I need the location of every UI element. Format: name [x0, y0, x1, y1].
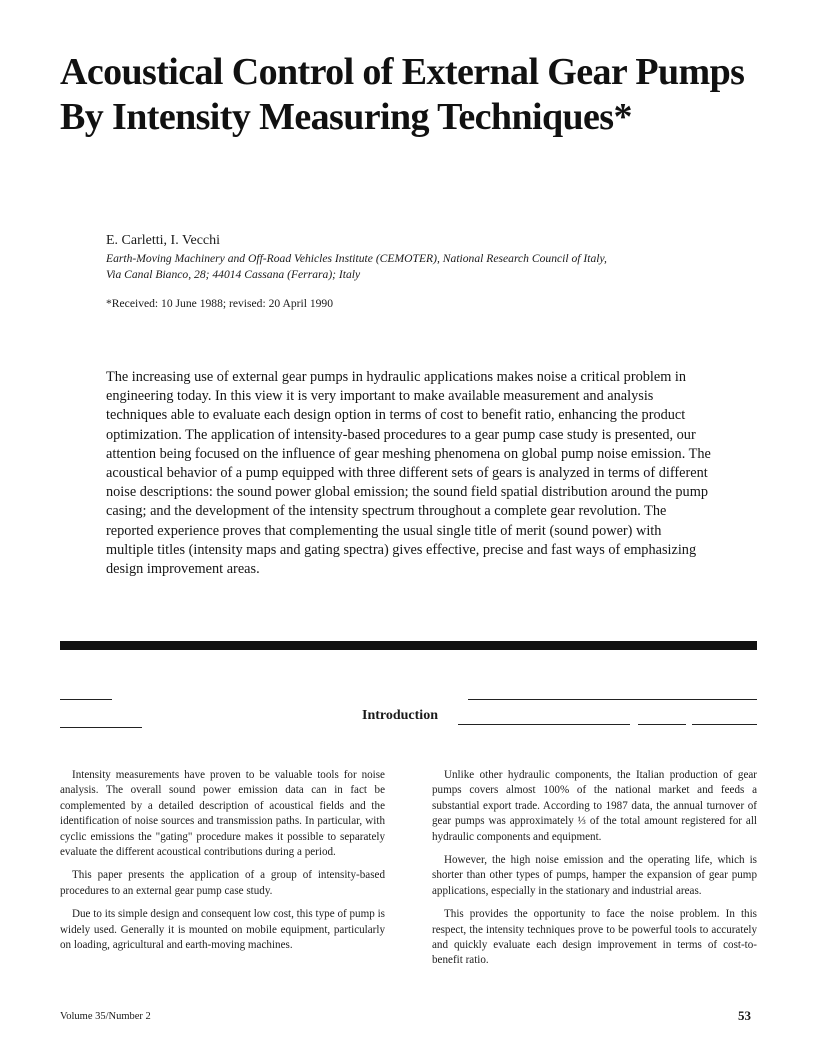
paragraph: Unlike other hydraulic components, the Italian production of gear pumps covers almost 100% of the national market and feeds a substantial export trade. According to 1987 data, the annual turnover of gear pumps was approximately ⅓ of the total amount registered for all hydraulic components and equipment. — [432, 769, 757, 843]
intro-column-left — [60, 768, 385, 961]
rule-bottom-left — [60, 727, 142, 728]
rule-top-right — [468, 699, 757, 700]
rule-bottom-mid — [458, 724, 630, 725]
paragraph: Due to its simple design and consequent low cost, this type of pump is widely used. Generally it is mounted on mobile equipment, particularly on loading, agricultural and earth-moving machines. — [60, 908, 385, 952]
authors: E. Carletti, I. Vecchi — [106, 233, 221, 248]
section-heading-introduction: Introduction — [362, 708, 438, 723]
affiliation-line-2: Via Canal Bianco, 28; 44014 Cassana (Ferrara); Italy — [106, 268, 361, 281]
rule-top-left — [60, 699, 112, 700]
page-number: 53 — [738, 1008, 751, 1023]
intro-column-right — [432, 768, 757, 977]
received-date: *Received: 10 June 1988; revised: 20 April 1990 — [106, 297, 334, 310]
journal-volume: Volume 35/Number 2 — [60, 1011, 151, 1022]
paragraph: Intensity measurements have proven to be valuable tools for noise analysis. The overall sound power emission data can in fact be complemented by a detailed description of acoustical fields and the identification of noise sources and transmission paths. In particular, with cyclic emissions the "gating" procedure makes it possible to separately evaluate the different acoustical contributions during a period. — [60, 769, 385, 859]
paragraph: This provides the opportunity to face the noise problem. In this respect, the intensity techniques prove to be powerful tools to accurately and quickly evaluate each design improvement in terms of cost-to-benefit ratio. — [432, 908, 757, 967]
abstract: The increasing use of external gear pumps in hydraulic applications makes noise a critical problem in engineering today. In this view it is very important to make available measurement and analysis techniques able to evaluate each design option in terms of cost to benefit ratio, enhancing the product optimization. The application of intensity-based procedures to a gear pump case study is presented, our attention being focused on the influence of gear meshing phenomena on global pump noise emission. The acoustical behavior of a pump equipped with three different sets of gears is analyzed in terms of different noise descriptions: the sound power global emission; the sound field spatial distribution around the pump casing; and the development of the intensity spectrum throughout a complete gear revolution. The reported experience proves that complementing the usual single title of merit (sound power) with multiple titles (intensity maps and gating spectra) gives effective, precise and fast ways of emphasizing design improvement areas. — [106, 369, 711, 578]
paragraph: However, the high noise emission and the operating life, which is shorter than other types of pumps, hamper the expansion of gear pump applications, especially in the stationary and industrial areas. — [432, 854, 757, 897]
section-divider — [60, 641, 757, 650]
rule-bottom-right-b — [692, 724, 757, 725]
affiliation-line-1: Earth-Moving Machinery and Off-Road Vehicles Institute (CEMOTER), National Research Council of Italy, — [106, 252, 607, 265]
paragraph: This paper presents the application of a group of intensity-based procedures to an external gear pump case study. — [60, 869, 385, 897]
rule-bottom-right-a — [638, 724, 686, 725]
article-title: Acoustical Control of External Gear Pumps By Intensity Measuring Techniques* — [60, 51, 745, 138]
